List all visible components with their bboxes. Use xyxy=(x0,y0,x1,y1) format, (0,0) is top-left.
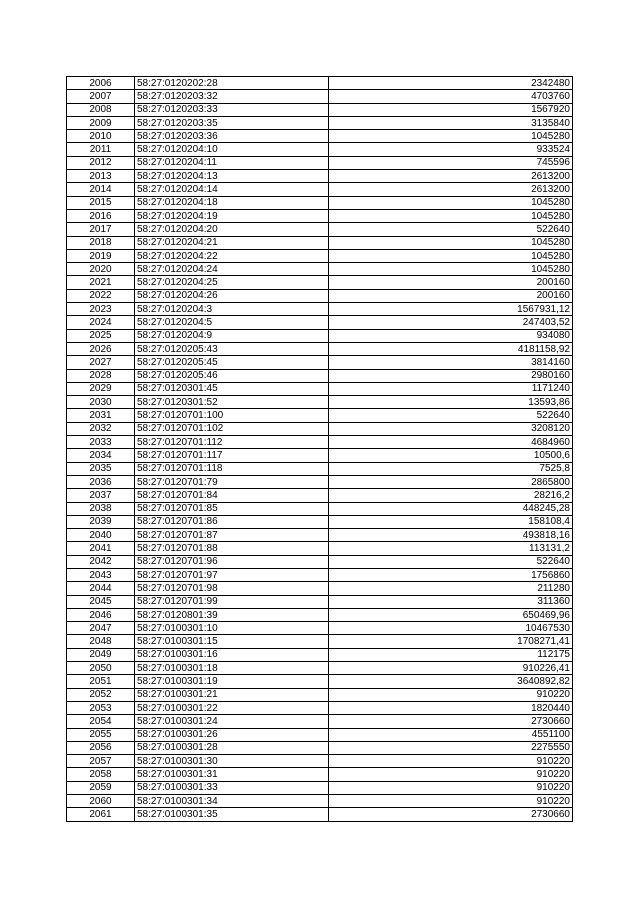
cadastral-value-cell: 3208120 xyxy=(329,422,573,435)
table-row xyxy=(67,289,573,302)
cadastral-number-cell: 58:27:0120701:118 xyxy=(135,462,329,475)
cadastral-value-cell: 910220 xyxy=(329,768,573,781)
row-number-cell: 2059 xyxy=(67,781,135,794)
table-row xyxy=(67,449,573,462)
cadastral-value-cell: 522640 xyxy=(329,409,573,422)
cadastral-value-cell: 910220 xyxy=(329,795,573,808)
table-row xyxy=(67,409,573,422)
cadastral-number-cell: 58:27:0120701:117 xyxy=(135,449,329,462)
table-row xyxy=(67,608,573,621)
cadastral-value-cell: 200160 xyxy=(329,276,573,289)
cadastral-value-cell: 4703760 xyxy=(329,90,573,103)
cadastral-value-cell: 247403,52 xyxy=(329,316,573,329)
cadastral-value-cell: 211280 xyxy=(329,582,573,595)
cadastral-number-cell: 58:27:0120203:36 xyxy=(135,130,329,143)
table-row xyxy=(67,382,573,395)
cadastral-number-cell: 58:27:0120204:20 xyxy=(135,223,329,236)
cadastral-value-cell: 934080 xyxy=(329,329,573,342)
cadastral-number-cell: 58:27:0100301:16 xyxy=(135,648,329,661)
cadastral-number-cell: 58:27:0120701:102 xyxy=(135,422,329,435)
cadastral-number-cell: 58:27:0100301:18 xyxy=(135,662,329,675)
table-row xyxy=(67,170,573,183)
cadastral-value-cell: 1045280 xyxy=(329,209,573,222)
cadastral-number-cell: 58:27:0120205:45 xyxy=(135,356,329,369)
row-number-cell: 2046 xyxy=(67,608,135,621)
cadastral-value-cell: 311360 xyxy=(329,595,573,608)
cadastral-value-cell: 2613200 xyxy=(329,170,573,183)
cadastral-value-cell: 4551100 xyxy=(329,728,573,741)
row-number-cell: 2021 xyxy=(67,276,135,289)
cadastral-number-cell: 58:27:0120204:22 xyxy=(135,249,329,262)
table-row xyxy=(67,156,573,169)
table-row xyxy=(67,795,573,808)
row-number-cell: 2061 xyxy=(67,808,135,821)
cadastral-number-cell: 58:27:0100301:10 xyxy=(135,622,329,635)
row-number-cell: 2048 xyxy=(67,635,135,648)
cadastral-value-cell: 3135840 xyxy=(329,116,573,129)
table-row xyxy=(67,622,573,635)
cadastral-value-cell: 2275550 xyxy=(329,741,573,754)
cadastral-value-cell: 745596 xyxy=(329,156,573,169)
row-number-cell: 2047 xyxy=(67,622,135,635)
row-number-cell: 2029 xyxy=(67,382,135,395)
cadastral-number-cell: 58:27:0120301:45 xyxy=(135,382,329,395)
row-number-cell: 2034 xyxy=(67,449,135,462)
table-row xyxy=(67,515,573,528)
cadastral-number-cell: 58:27:0120801:39 xyxy=(135,608,329,621)
table-row xyxy=(67,356,573,369)
cadastral-value-cell: 200160 xyxy=(329,289,573,302)
row-number-cell: 2056 xyxy=(67,741,135,754)
row-number-cell: 2043 xyxy=(67,568,135,581)
row-number-cell: 2020 xyxy=(67,263,135,276)
table-row xyxy=(67,475,573,488)
row-number-cell: 2012 xyxy=(67,156,135,169)
row-number-cell: 2018 xyxy=(67,236,135,249)
cadastral-value-cell: 112175 xyxy=(329,648,573,661)
row-number-cell: 2038 xyxy=(67,502,135,515)
cadastral-value-cell: 1045280 xyxy=(329,263,573,276)
table-row xyxy=(67,582,573,595)
cadastral-number-cell: 58:27:0120203:33 xyxy=(135,103,329,116)
cadastral-value-cell: 522640 xyxy=(329,223,573,236)
row-number-cell: 2010 xyxy=(67,130,135,143)
cadastral-number-cell: 58:27:0100301:22 xyxy=(135,701,329,714)
cadastral-value-cell: 2613200 xyxy=(329,183,573,196)
row-number-cell: 2006 xyxy=(67,77,135,90)
table-row xyxy=(67,223,573,236)
cadastral-number-cell: 58:27:0120701:99 xyxy=(135,595,329,608)
table-row xyxy=(67,276,573,289)
row-number-cell: 2025 xyxy=(67,329,135,342)
table-row xyxy=(67,568,573,581)
row-number-cell: 2036 xyxy=(67,475,135,488)
cadastral-number-cell: 58:27:0120701:86 xyxy=(135,515,329,528)
cadastral-number-cell: 58:27:0120701:84 xyxy=(135,489,329,502)
table-row xyxy=(67,675,573,688)
cadastral-number-cell: 58:27:0100301:35 xyxy=(135,808,329,821)
cadastral-number-cell: 58:27:0100301:21 xyxy=(135,688,329,701)
table-row xyxy=(67,329,573,342)
row-number-cell: 2044 xyxy=(67,582,135,595)
row-number-cell: 2015 xyxy=(67,196,135,209)
row-number-cell: 2011 xyxy=(67,143,135,156)
cadastral-value-cell: 650469,96 xyxy=(329,608,573,621)
table-row xyxy=(67,688,573,701)
row-number-cell: 2022 xyxy=(67,289,135,302)
cadastral-number-cell: 58:27:0120701:88 xyxy=(135,542,329,555)
table-row xyxy=(67,183,573,196)
row-number-cell: 2019 xyxy=(67,249,135,262)
cadastral-value-cell: 1171240 xyxy=(329,382,573,395)
row-number-cell: 2027 xyxy=(67,356,135,369)
table-row xyxy=(67,303,573,316)
row-number-cell: 2017 xyxy=(67,223,135,236)
cadastral-number-cell: 58:27:0100301:28 xyxy=(135,741,329,754)
cadastral-number-cell: 58:27:0120204:26 xyxy=(135,289,329,302)
table-row xyxy=(67,595,573,608)
table-row xyxy=(67,369,573,382)
row-number-cell: 2013 xyxy=(67,170,135,183)
cadastral-value-table xyxy=(66,76,573,822)
cadastral-value-cell: 910220 xyxy=(329,755,573,768)
cadastral-number-cell: 58:27:0100301:15 xyxy=(135,635,329,648)
cadastral-number-cell: 58:27:0120204:25 xyxy=(135,276,329,289)
row-number-cell: 2060 xyxy=(67,795,135,808)
cadastral-value-cell: 4181158,92 xyxy=(329,342,573,355)
cadastral-number-cell: 58:27:0100301:30 xyxy=(135,755,329,768)
table-row xyxy=(67,755,573,768)
cadastral-value-cell: 910220 xyxy=(329,781,573,794)
cadastral-number-cell: 58:27:0100301:19 xyxy=(135,675,329,688)
table-row xyxy=(67,436,573,449)
table-row xyxy=(67,502,573,515)
cadastral-number-cell: 58:27:0120701:97 xyxy=(135,568,329,581)
table-row xyxy=(67,648,573,661)
table-row xyxy=(67,396,573,409)
cadastral-number-cell: 58:27:0120701:87 xyxy=(135,529,329,542)
row-number-cell: 2009 xyxy=(67,116,135,129)
table-row xyxy=(67,715,573,728)
cadastral-number-cell: 58:27:0120204:21 xyxy=(135,236,329,249)
row-number-cell: 2031 xyxy=(67,409,135,422)
table-row xyxy=(67,542,573,555)
cadastral-number-cell: 58:27:0120204:18 xyxy=(135,196,329,209)
row-number-cell: 2030 xyxy=(67,396,135,409)
cadastral-number-cell: 58:27:0120205:43 xyxy=(135,342,329,355)
cadastral-number-cell: 58:27:0120701:96 xyxy=(135,555,329,568)
cadastral-number-cell: 58:27:0100301:26 xyxy=(135,728,329,741)
row-number-cell: 2037 xyxy=(67,489,135,502)
cadastral-value-cell: 10467530 xyxy=(329,622,573,635)
row-number-cell: 2040 xyxy=(67,529,135,542)
cadastral-value-cell: 1708271,41 xyxy=(329,635,573,648)
cadastral-number-cell: 58:27:0120205:46 xyxy=(135,369,329,382)
table-row xyxy=(67,342,573,355)
cadastral-number-cell: 58:27:0120204:11 xyxy=(135,156,329,169)
cadastral-value-cell: 113131,2 xyxy=(329,542,573,555)
table-row xyxy=(67,728,573,741)
cadastral-number-cell: 58:27:0120701:112 xyxy=(135,436,329,449)
table-row xyxy=(67,462,573,475)
table-row xyxy=(67,316,573,329)
cadastral-number-cell: 58:27:0120204:19 xyxy=(135,209,329,222)
cadastral-number-cell: 58:27:0120701:100 xyxy=(135,409,329,422)
cadastral-number-cell: 58:27:0100301:34 xyxy=(135,795,329,808)
cadastral-value-cell: 1820440 xyxy=(329,701,573,714)
cadastral-value-cell: 910226,41 xyxy=(329,662,573,675)
table-row xyxy=(67,209,573,222)
row-number-cell: 2045 xyxy=(67,595,135,608)
row-number-cell: 2055 xyxy=(67,728,135,741)
cadastral-value-cell: 1045280 xyxy=(329,236,573,249)
cadastral-number-cell: 58:27:0120701:79 xyxy=(135,475,329,488)
cadastral-value-cell: 448245,28 xyxy=(329,502,573,515)
table-row xyxy=(67,103,573,116)
cadastral-value-cell: 13593,86 xyxy=(329,396,573,409)
row-number-cell: 2008 xyxy=(67,103,135,116)
row-number-cell: 2049 xyxy=(67,648,135,661)
cadastral-number-cell: 58:27:0120701:85 xyxy=(135,502,329,515)
table-row xyxy=(67,263,573,276)
table-row xyxy=(67,529,573,542)
cadastral-value-cell: 933524 xyxy=(329,143,573,156)
row-number-cell: 2014 xyxy=(67,183,135,196)
cadastral-value-cell: 1756860 xyxy=(329,568,573,581)
table-row xyxy=(67,781,573,794)
table-row xyxy=(67,701,573,714)
table-row xyxy=(67,422,573,435)
table-row xyxy=(67,662,573,675)
table-row xyxy=(67,143,573,156)
cadastral-number-cell: 58:27:0120204:14 xyxy=(135,183,329,196)
table-row xyxy=(67,116,573,129)
cadastral-value-cell: 522640 xyxy=(329,555,573,568)
cadastral-number-cell: 58:27:0120204:3 xyxy=(135,303,329,316)
cadastral-number-cell: 58:27:0120203:35 xyxy=(135,116,329,129)
row-number-cell: 2051 xyxy=(67,675,135,688)
cadastral-value-cell: 2730660 xyxy=(329,715,573,728)
row-number-cell: 2023 xyxy=(67,303,135,316)
cadastral-value-cell: 2342480 xyxy=(329,77,573,90)
row-number-cell: 2028 xyxy=(67,369,135,382)
row-number-cell: 2054 xyxy=(67,715,135,728)
cadastral-value-cell: 1045280 xyxy=(329,196,573,209)
table-row xyxy=(67,130,573,143)
cadastral-number-cell: 58:27:0120204:10 xyxy=(135,143,329,156)
cadastral-value-cell: 28216,2 xyxy=(329,489,573,502)
cadastral-value-cell: 158108,4 xyxy=(329,515,573,528)
row-number-cell: 2024 xyxy=(67,316,135,329)
table-body xyxy=(67,77,573,822)
row-number-cell: 2032 xyxy=(67,422,135,435)
table-row xyxy=(67,77,573,90)
table-row xyxy=(67,236,573,249)
cadastral-number-cell: 58:27:0120204:5 xyxy=(135,316,329,329)
row-number-cell: 2035 xyxy=(67,462,135,475)
cadastral-value-cell: 2980160 xyxy=(329,369,573,382)
cadastral-value-cell: 493818,16 xyxy=(329,529,573,542)
cadastral-number-cell: 58:27:0120701:98 xyxy=(135,582,329,595)
row-number-cell: 2058 xyxy=(67,768,135,781)
cadastral-value-cell: 1045280 xyxy=(329,130,573,143)
row-number-cell: 2039 xyxy=(67,515,135,528)
cadastral-value-cell: 1567931,12 xyxy=(329,303,573,316)
table-row xyxy=(67,90,573,103)
table-row xyxy=(67,768,573,781)
cadastral-value-cell: 1045280 xyxy=(329,249,573,262)
cadastral-number-cell: 58:27:0120301:52 xyxy=(135,396,329,409)
cadastral-value-cell: 3640892,82 xyxy=(329,675,573,688)
row-number-cell: 2007 xyxy=(67,90,135,103)
row-number-cell: 2053 xyxy=(67,701,135,714)
table-row xyxy=(67,555,573,568)
cadastral-number-cell: 58:27:0100301:24 xyxy=(135,715,329,728)
cadastral-value-cell: 2865800 xyxy=(329,475,573,488)
cadastral-number-cell: 58:27:0120202:28 xyxy=(135,77,329,90)
cadastral-value-cell: 3814160 xyxy=(329,356,573,369)
row-number-cell: 2050 xyxy=(67,662,135,675)
cadastral-value-cell: 910220 xyxy=(329,688,573,701)
row-number-cell: 2052 xyxy=(67,688,135,701)
row-number-cell: 2041 xyxy=(67,542,135,555)
row-number-cell: 2057 xyxy=(67,755,135,768)
table-row xyxy=(67,489,573,502)
cadastral-number-cell: 58:27:0120204:9 xyxy=(135,329,329,342)
row-number-cell: 2016 xyxy=(67,209,135,222)
row-number-cell: 2042 xyxy=(67,555,135,568)
cadastral-value-cell: 10500,6 xyxy=(329,449,573,462)
cadastral-value-cell: 7525,8 xyxy=(329,462,573,475)
cadastral-value-cell: 1567920 xyxy=(329,103,573,116)
row-number-cell: 2033 xyxy=(67,436,135,449)
cadastral-value-cell: 4684960 xyxy=(329,436,573,449)
table-row xyxy=(67,196,573,209)
cadastral-number-cell: 58:27:0100301:33 xyxy=(135,781,329,794)
cadastral-value-cell: 2730660 xyxy=(329,808,573,821)
table-row xyxy=(67,635,573,648)
table-row xyxy=(67,741,573,754)
table-row xyxy=(67,249,573,262)
cadastral-number-cell: 58:27:0120204:24 xyxy=(135,263,329,276)
cadastral-number-cell: 58:27:0120204:13 xyxy=(135,170,329,183)
row-number-cell: 2026 xyxy=(67,342,135,355)
table-row xyxy=(67,808,573,821)
cadastral-number-cell: 58:27:0100301:31 xyxy=(135,768,329,781)
cadastral-number-cell: 58:27:0120203:32 xyxy=(135,90,329,103)
